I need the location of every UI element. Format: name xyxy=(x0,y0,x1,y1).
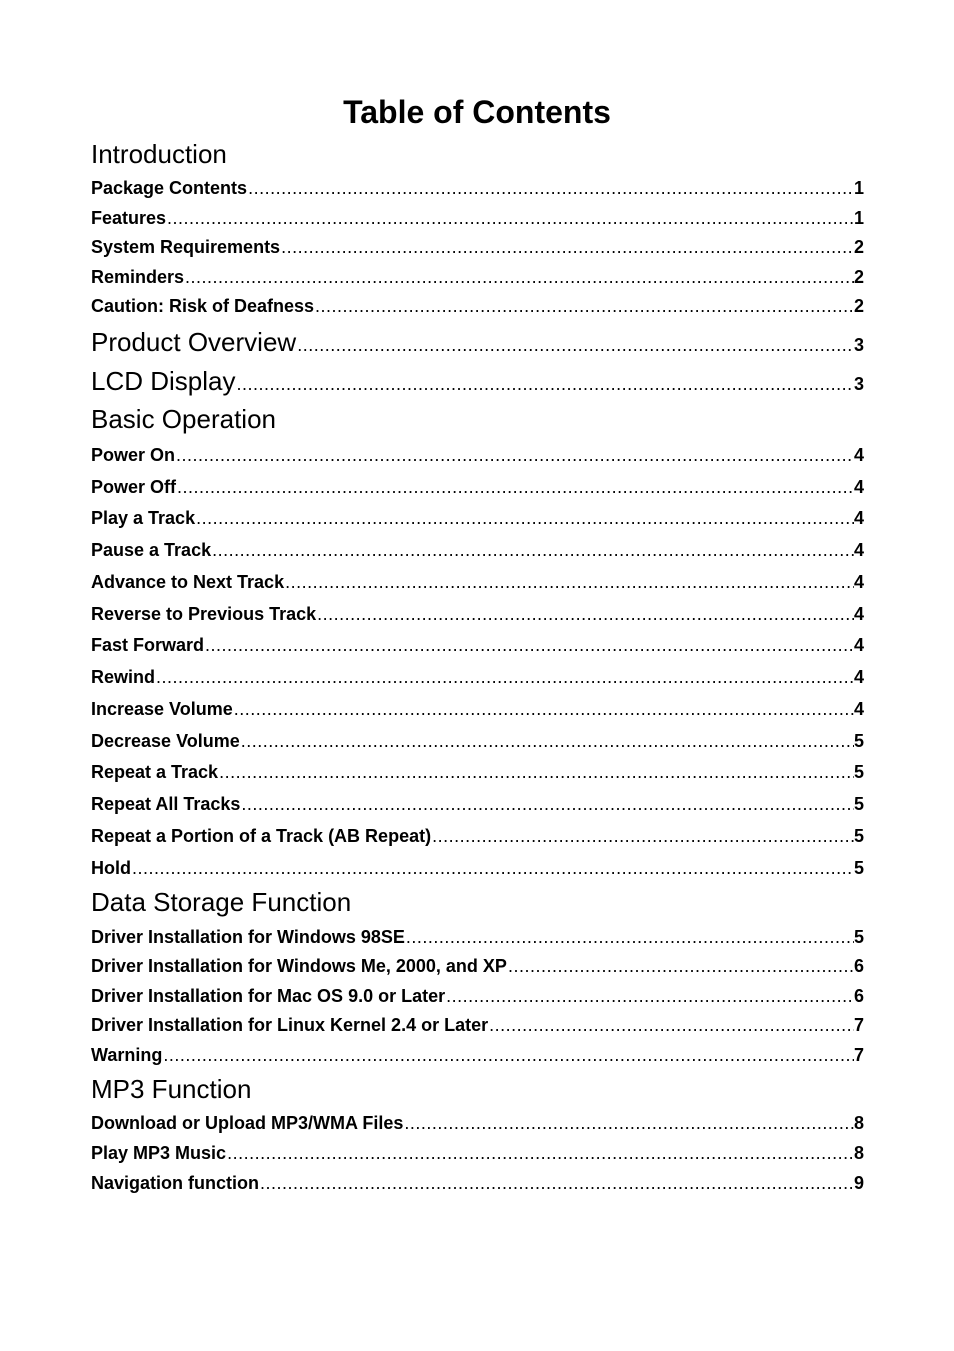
toc-entry-lcd-display[interactable] xyxy=(91,365,864,397)
toc-entry[interactable] xyxy=(91,235,864,259)
dot-leader xyxy=(218,760,854,784)
dot-leader xyxy=(507,954,854,978)
dot-leader xyxy=(155,665,854,689)
toc-entry-label: Increase Volume xyxy=(91,699,233,719)
toc-entry[interactable] xyxy=(91,602,864,626)
toc-entry-page: 4 xyxy=(853,540,864,560)
toc-entry-page: 4 xyxy=(853,445,864,465)
dot-leader xyxy=(431,824,854,848)
toc-entry[interactable] xyxy=(91,475,864,499)
dot-leader xyxy=(403,1111,854,1135)
toc-entry-page: 2 xyxy=(853,296,864,316)
toc-entry-page: 5 xyxy=(853,927,864,947)
toc-entry[interactable] xyxy=(91,925,864,949)
toc-entry-label: Pause a Track xyxy=(91,540,212,560)
toc-entry-label: Rewind xyxy=(91,667,156,687)
toc-entry-page: 4 xyxy=(853,508,864,528)
toc-entry-page: 4 xyxy=(853,604,864,624)
section-heading-mp3-function: MP3 Function xyxy=(91,1074,252,1104)
section-heading-data-storage-function: Data Storage Function xyxy=(91,887,352,917)
dot-leader xyxy=(211,538,854,562)
toc-entry-page: 2 xyxy=(853,237,864,257)
toc-entry-label: System Requirements xyxy=(91,237,281,257)
dot-leader xyxy=(162,1043,854,1067)
toc-entry-label: LCD Display xyxy=(91,366,236,396)
toc-entry-page: 9 xyxy=(853,1173,864,1193)
dot-leader xyxy=(445,984,854,1008)
toc-entry[interactable] xyxy=(91,265,864,289)
toc-entry-label: Repeat All Tracks xyxy=(91,794,241,814)
toc-entry-page: 1 xyxy=(853,208,864,228)
toc-entry[interactable] xyxy=(91,176,864,200)
toc-entry-label: Power On xyxy=(91,445,176,465)
toc-entry-page: 3 xyxy=(853,374,864,394)
toc-entry-page: 8 xyxy=(853,1113,864,1133)
toc-entry-label: Features xyxy=(91,208,167,228)
toc-entry-label: Product Overview xyxy=(91,327,297,357)
toc-entry-page: 5 xyxy=(853,762,864,782)
toc-entry-label: Reverse to Previous Track xyxy=(91,604,317,624)
toc-entry-page: 4 xyxy=(853,477,864,497)
dot-leader xyxy=(204,633,854,657)
toc-entry-page: 4 xyxy=(853,667,864,687)
toc-entry[interactable] xyxy=(91,729,864,753)
toc-entry-label: Play a Track xyxy=(91,508,196,528)
dot-leader xyxy=(316,602,854,626)
toc-entry[interactable] xyxy=(91,633,864,657)
toc-entry-label: Advance to Next Track xyxy=(91,572,285,592)
toc-entry-label: Driver Installation for Windows 98SE xyxy=(91,927,405,947)
toc-entry-label: Driver Installation for Windows Me, 2000, and XP xyxy=(91,956,507,976)
dot-leader xyxy=(166,206,854,230)
dot-leader xyxy=(280,235,854,259)
section-heading-introduction: Introduction xyxy=(91,139,227,169)
dot-leader xyxy=(284,570,854,594)
toc-entry-label: Power Off xyxy=(91,477,177,497)
toc-entry[interactable] xyxy=(91,1141,864,1165)
toc-entry[interactable] xyxy=(91,570,864,594)
dot-leader xyxy=(236,368,854,400)
toc-entry-label: Download or Upload MP3/WMA Files xyxy=(91,1113,404,1133)
toc-entry-product-overview[interactable] xyxy=(91,326,864,358)
toc-entry[interactable] xyxy=(91,506,864,530)
toc-entry-label: Reminders xyxy=(91,267,185,287)
toc-entry-page: 6 xyxy=(853,956,864,976)
toc-entry-label: Repeat a Track xyxy=(91,762,219,782)
toc-entry-page: 4 xyxy=(853,635,864,655)
toc-entry[interactable] xyxy=(91,1171,864,1195)
dot-leader xyxy=(195,506,854,530)
toc-entry-label: Package Contents xyxy=(91,178,248,198)
dot-leader xyxy=(240,729,854,753)
toc-entry[interactable] xyxy=(91,443,864,467)
dot-leader xyxy=(259,1171,854,1195)
toc-entry[interactable] xyxy=(91,538,864,562)
dot-leader xyxy=(233,697,854,721)
toc-entry-label: Driver Installation for Mac OS 9.0 or Later xyxy=(91,986,446,1006)
dot-leader xyxy=(226,1141,854,1165)
toc-entry-label: Play MP3 Music xyxy=(91,1143,227,1163)
toc-entry[interactable] xyxy=(91,760,864,784)
toc-entry-page: 5 xyxy=(853,794,864,814)
toc-entry-page: 8 xyxy=(853,1143,864,1163)
toc-entry-page: 4 xyxy=(853,699,864,719)
dot-leader xyxy=(240,792,854,816)
page-title: Table of Contents xyxy=(343,94,611,130)
toc-entry-label: Warning xyxy=(91,1045,163,1065)
dot-leader xyxy=(176,475,854,499)
toc-entry-label: Repeat a Portion of a Track (AB Repeat) xyxy=(91,826,432,846)
toc-entry-page: 1 xyxy=(853,178,864,198)
toc-entry-page: 6 xyxy=(853,986,864,1006)
dot-leader xyxy=(405,925,854,949)
dot-leader xyxy=(175,443,854,467)
toc-entry-label: Caution: Risk of Deafness xyxy=(91,296,315,316)
dot-leader xyxy=(131,856,854,880)
section-heading-basic-operation: Basic Operation xyxy=(91,404,276,434)
toc-entry-label: Navigation function xyxy=(91,1173,259,1193)
toc-entry[interactable] xyxy=(91,697,864,721)
dot-leader xyxy=(184,265,854,289)
toc-entry-page: 7 xyxy=(853,1015,864,1035)
toc-entry[interactable] xyxy=(91,856,864,880)
toc-entry-label: Hold xyxy=(91,858,131,878)
dot-leader xyxy=(314,294,854,318)
dot-leader xyxy=(247,176,854,200)
toc-entry[interactable] xyxy=(91,1013,864,1037)
toc-entry-label: Decrease Volume xyxy=(91,731,240,751)
toc-entry[interactable] xyxy=(91,1043,864,1067)
toc-entry-label: Driver Installation for Linux Kernel 2.4 or Later xyxy=(91,1015,489,1035)
toc-entry[interactable] xyxy=(91,665,864,689)
toc-entry-page: 3 xyxy=(853,335,864,355)
toc-entry-page: 5 xyxy=(853,826,864,846)
toc-entry[interactable] xyxy=(91,1111,864,1135)
toc-entry-page: 5 xyxy=(853,731,864,751)
dot-leader xyxy=(488,1013,854,1037)
toc-entry-page: 4 xyxy=(853,572,864,592)
toc-entry[interactable] xyxy=(91,954,864,978)
toc-entry-page: 5 xyxy=(853,858,864,878)
toc-entry-label: Fast Forward xyxy=(91,635,205,655)
dot-leader xyxy=(296,329,854,361)
toc-entry[interactable] xyxy=(91,294,864,318)
toc-entry[interactable] xyxy=(91,824,864,848)
toc-entry[interactable] xyxy=(91,792,864,816)
toc-entry-page: 7 xyxy=(853,1045,864,1065)
toc-entry[interactable] xyxy=(91,984,864,1008)
toc-entry[interactable] xyxy=(91,206,864,230)
toc-entry-page: 2 xyxy=(853,267,864,287)
